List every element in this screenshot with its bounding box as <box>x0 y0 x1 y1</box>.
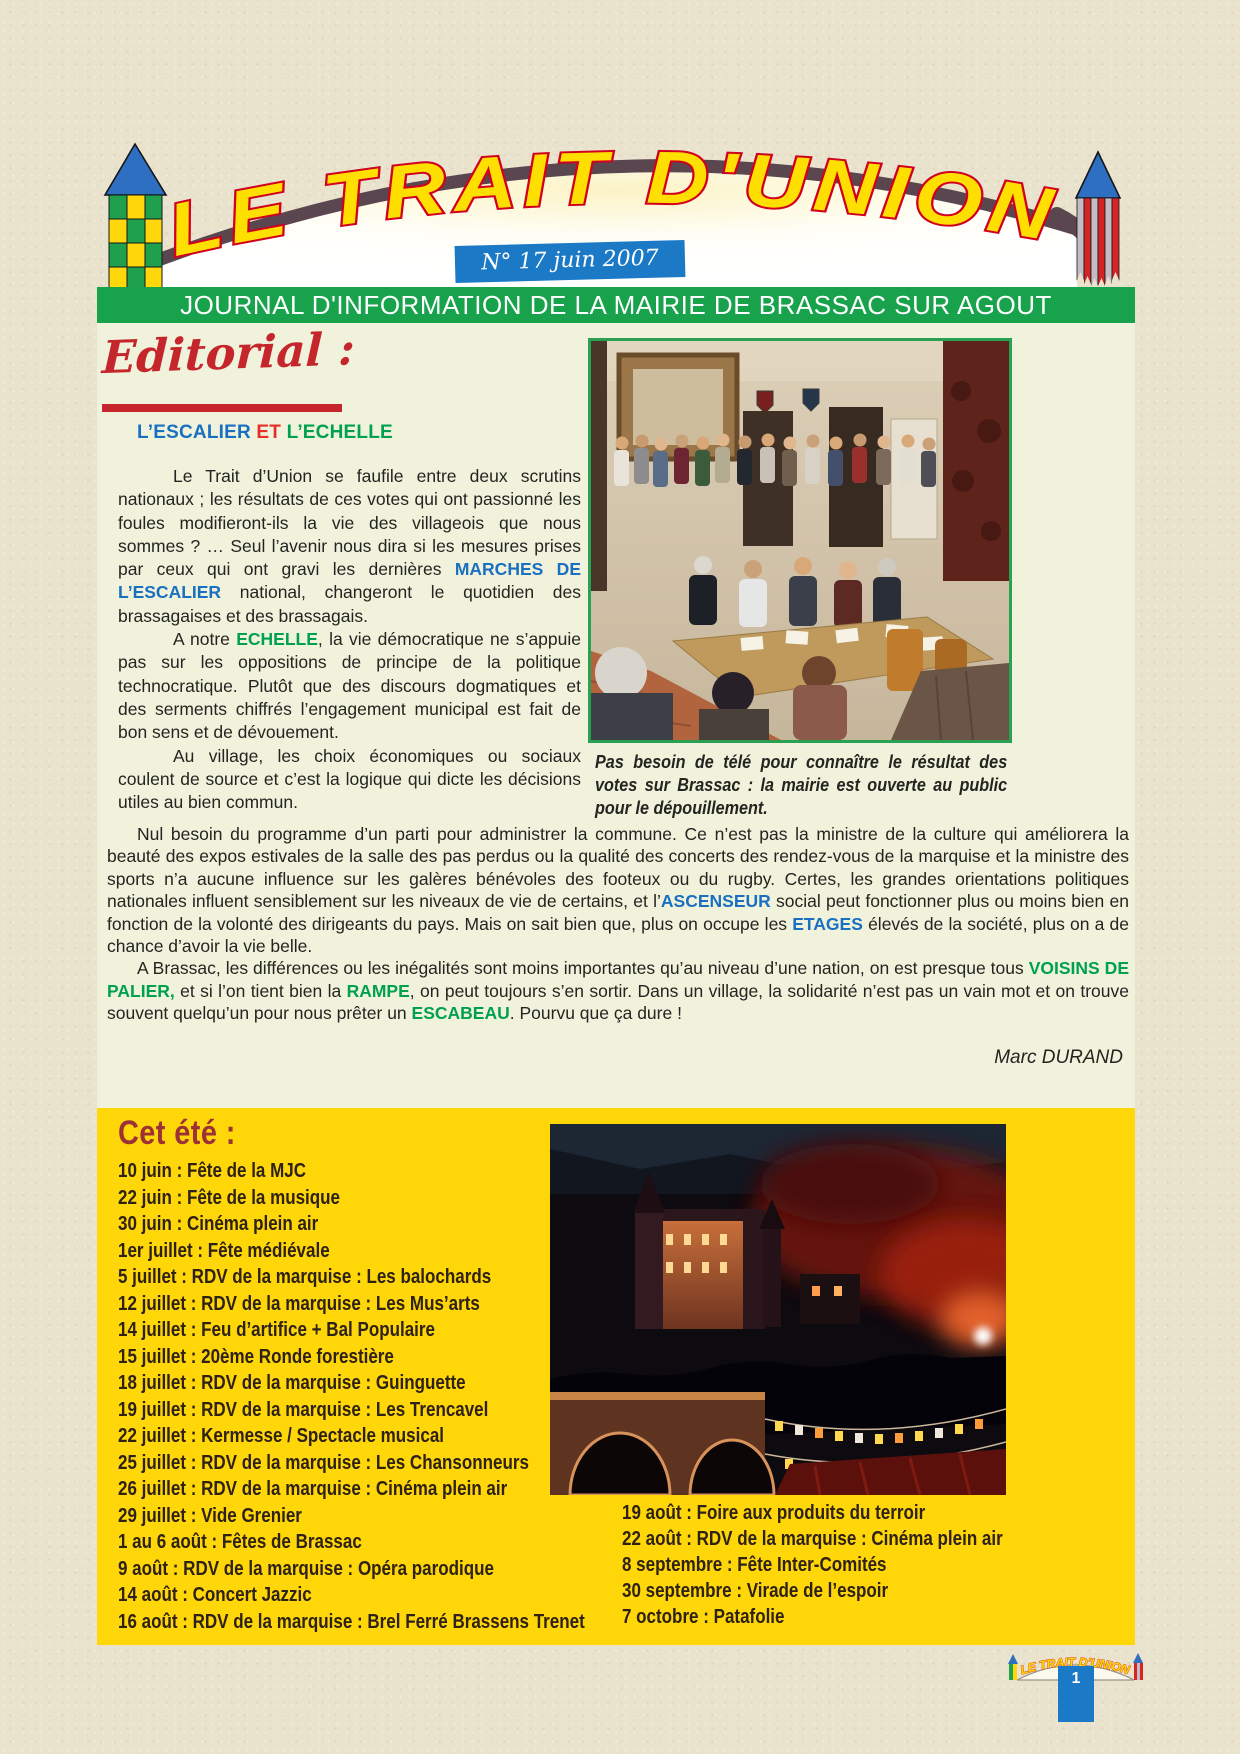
keyword: MARCHES DE L’ESCALIER <box>118 559 581 603</box>
event-item: 19 août : Foire aux produits du terroir <box>622 1502 926 1524</box>
door-left <box>591 341 607 591</box>
keyword: ECHELLE <box>236 629 318 650</box>
text-segment: Nul besoin du programme d’un parti pour administrer la commune. Ce n’est pas la ministre de la culture qui améliorera la beauté des expos estivales de la salle des pas perdus ou la qualité des concerts des rendez-vous de la marquise et la ministre des sports n’a aucune influence sur les galères bénévoles des footeux ou du rugby. Certes, les grandes orientations politiques nationales influent sensiblement sur les niveaux de vie de certains, et l’ <box>107 824 1129 912</box>
event-item: 22 août : RDV de la marquise : Cinéma plein air <box>622 1528 1003 1550</box>
paragraph <box>118 465 581 628</box>
event-item: 22 juillet : Kermesse / Spectacle musical <box>118 1425 445 1447</box>
subtitle-banner <box>97 287 1135 323</box>
event-item: 29 juillet : Vide Grenier <box>118 1504 302 1527</box>
left-tower-icon <box>103 142 168 292</box>
night-festival-photo <box>550 1124 1006 1495</box>
event-item: 14 juillet : Feu d’artifice + Bal Populaire <box>118 1319 435 1341</box>
footer-logo-title: LE TRAIT D'UNION <box>1018 1654 1132 1678</box>
keyword: RAMPE <box>346 980 410 1001</box>
meeting-room-photo <box>588 338 1012 743</box>
article-full-width <box>107 823 1129 1025</box>
paragraph <box>107 957 1129 1024</box>
event-item: 22 juin : Fête de la musique <box>118 1186 340 1209</box>
event-item: 18 juillet : RDV de la marquise : Guinguette <box>118 1372 466 1394</box>
event-item: 9 août : RDV de la marquise : Opéra parodique <box>118 1557 494 1580</box>
event-item: 25 juillet : RDV de la marquise : Les Chansonneurs <box>118 1451 529 1474</box>
paragraph <box>107 823 1129 957</box>
text-segment: national, changeront le quotidien des brassagaises et des brassagais. <box>118 582 581 626</box>
event-item: 10 juin : Fête de la MJC <box>118 1160 306 1182</box>
event-item: 16 août : RDV de la marquise : Brel Ferré Brassens Trenet <box>118 1610 585 1633</box>
editorial-rule <box>102 404 342 412</box>
summer-title: Cet été : <box>118 1114 236 1152</box>
editorial-title: Editorial : <box>101 322 356 385</box>
event-item: 19 juillet : RDV de la marquise : Les Trencavel <box>118 1398 489 1421</box>
event-item: 8 septembre : Fête Inter-Comités <box>622 1554 887 1576</box>
event-item: 15 juillet : 20ème Ronde forestière <box>118 1345 394 1368</box>
keyword: L’ESCALIER <box>137 422 257 443</box>
keyword: ET <box>256 422 287 443</box>
keyword: ASCENSEUR <box>660 891 771 912</box>
event-item: 1er juillet : Fête médiévale <box>118 1239 330 1262</box>
page-number-box <box>1058 1666 1094 1722</box>
article-left-column <box>118 465 581 814</box>
text-segment: Le Trait d’Union se faufile entre deux scrutins nationaux ; les résultats de ces votes qui ont passionné les foules modifieront-ils la vie des villageois que nous sommes ? … Seul l’avenir nous dira si les mesures prises par ceux qui ont gravi les dernières <box>118 466 581 580</box>
tapestry <box>943 341 1009 581</box>
text-segment: social peut fonctionner plus ou moins bien en fonction de la volonté des dirigeants du pays. Mais on sait bien que, plus on occupe les <box>107 891 1129 934</box>
text-segment: A Brassac, les différences ou les inégalités sont moins importantes qu’au niveau d’une nation, on est presque tous <box>137 958 1029 979</box>
editorial-section <box>97 323 1135 1108</box>
event-item: 5 juillet : RDV de la marquise : Les balochards <box>118 1266 492 1288</box>
page-number: 1 <box>1071 1670 1081 1687</box>
footer-mini-tower-right <box>1133 1653 1143 1680</box>
subtitle-text: JOURNAL D'INFORMATION DE LA MAIRIE DE BRASSAC SUR AGOUT <box>180 290 1052 320</box>
event-item: 14 août : Concert Jazzic <box>118 1584 312 1606</box>
masthead-title: LE TRAIT D'UNION <box>160 135 1055 273</box>
text-segment: , on peut toujours s’en sortir. Dans un village, la solidarité n’est pas un vain mot et on trouve souvent quelqu’un pour nous prêter un <box>107 980 1129 1024</box>
footer-mini-tower-left <box>1008 1654 1018 1680</box>
right-tower-icon <box>1075 150 1121 287</box>
keyword: L’ECHELLE <box>286 422 393 443</box>
bridge <box>550 1392 774 1495</box>
event-item: 12 juillet : RDV de la marquise : Les Mus’arts <box>118 1292 480 1315</box>
paragraph <box>118 628 581 744</box>
text-segment: , la vie démocratique ne s’appuie pas sur les oppositions de principe de la politique technocratique. Plutôt que des discours dogmatiques et des serments chiffrés l’engagement municipal est fait de bon sens et de dévouement. <box>118 629 581 743</box>
events-list-left <box>118 1158 585 1635</box>
issue-number-box <box>455 240 686 283</box>
houses <box>800 1274 860 1324</box>
text-segment: A notre <box>173 629 237 650</box>
article-headline <box>137 422 393 444</box>
summer-section <box>97 1108 1135 1645</box>
paragraph <box>118 745 581 815</box>
keyword: ETAGES <box>792 913 863 934</box>
keyword: ESCABEAU <box>411 1003 510 1024</box>
event-item: 7 octobre : Patafolie <box>622 1606 785 1628</box>
event-item: 26 juillet : RDV de la marquise : Cinéma plein air <box>118 1478 508 1500</box>
events-list-right <box>622 1500 1003 1630</box>
text-segment: Au village, les choix économiques ou sociaux coulent de source et c’est la logique qui dicte les décisions utiles au bien commun. <box>118 745 581 813</box>
text-segment: et si l’on tient bien la <box>174 980 347 1001</box>
author-signature: Marc DURAND <box>994 1047 1123 1068</box>
photo-caption: Pas besoin de télé pour connaître le résultat des votes sur Brassac : la mairie est ouverte au public pour le dépouillement. <box>595 752 1008 818</box>
event-item: 1 au 6 août : Fêtes de Brassac <box>118 1531 362 1553</box>
text-segment: . Pourvu que ça dure ! <box>509 1003 682 1024</box>
issue-number: N° 17 juin 2007 <box>480 245 659 276</box>
keyword: VOISINS DE PALIER, <box>107 958 1129 1001</box>
text-segment: élevés de la société, plus on a de chance d’avoir la vie belle. <box>107 913 1130 957</box>
event-item: 30 septembre : Virade de l’espoir <box>622 1580 889 1602</box>
event-item: 30 juin : Cinéma plein air <box>118 1213 319 1235</box>
